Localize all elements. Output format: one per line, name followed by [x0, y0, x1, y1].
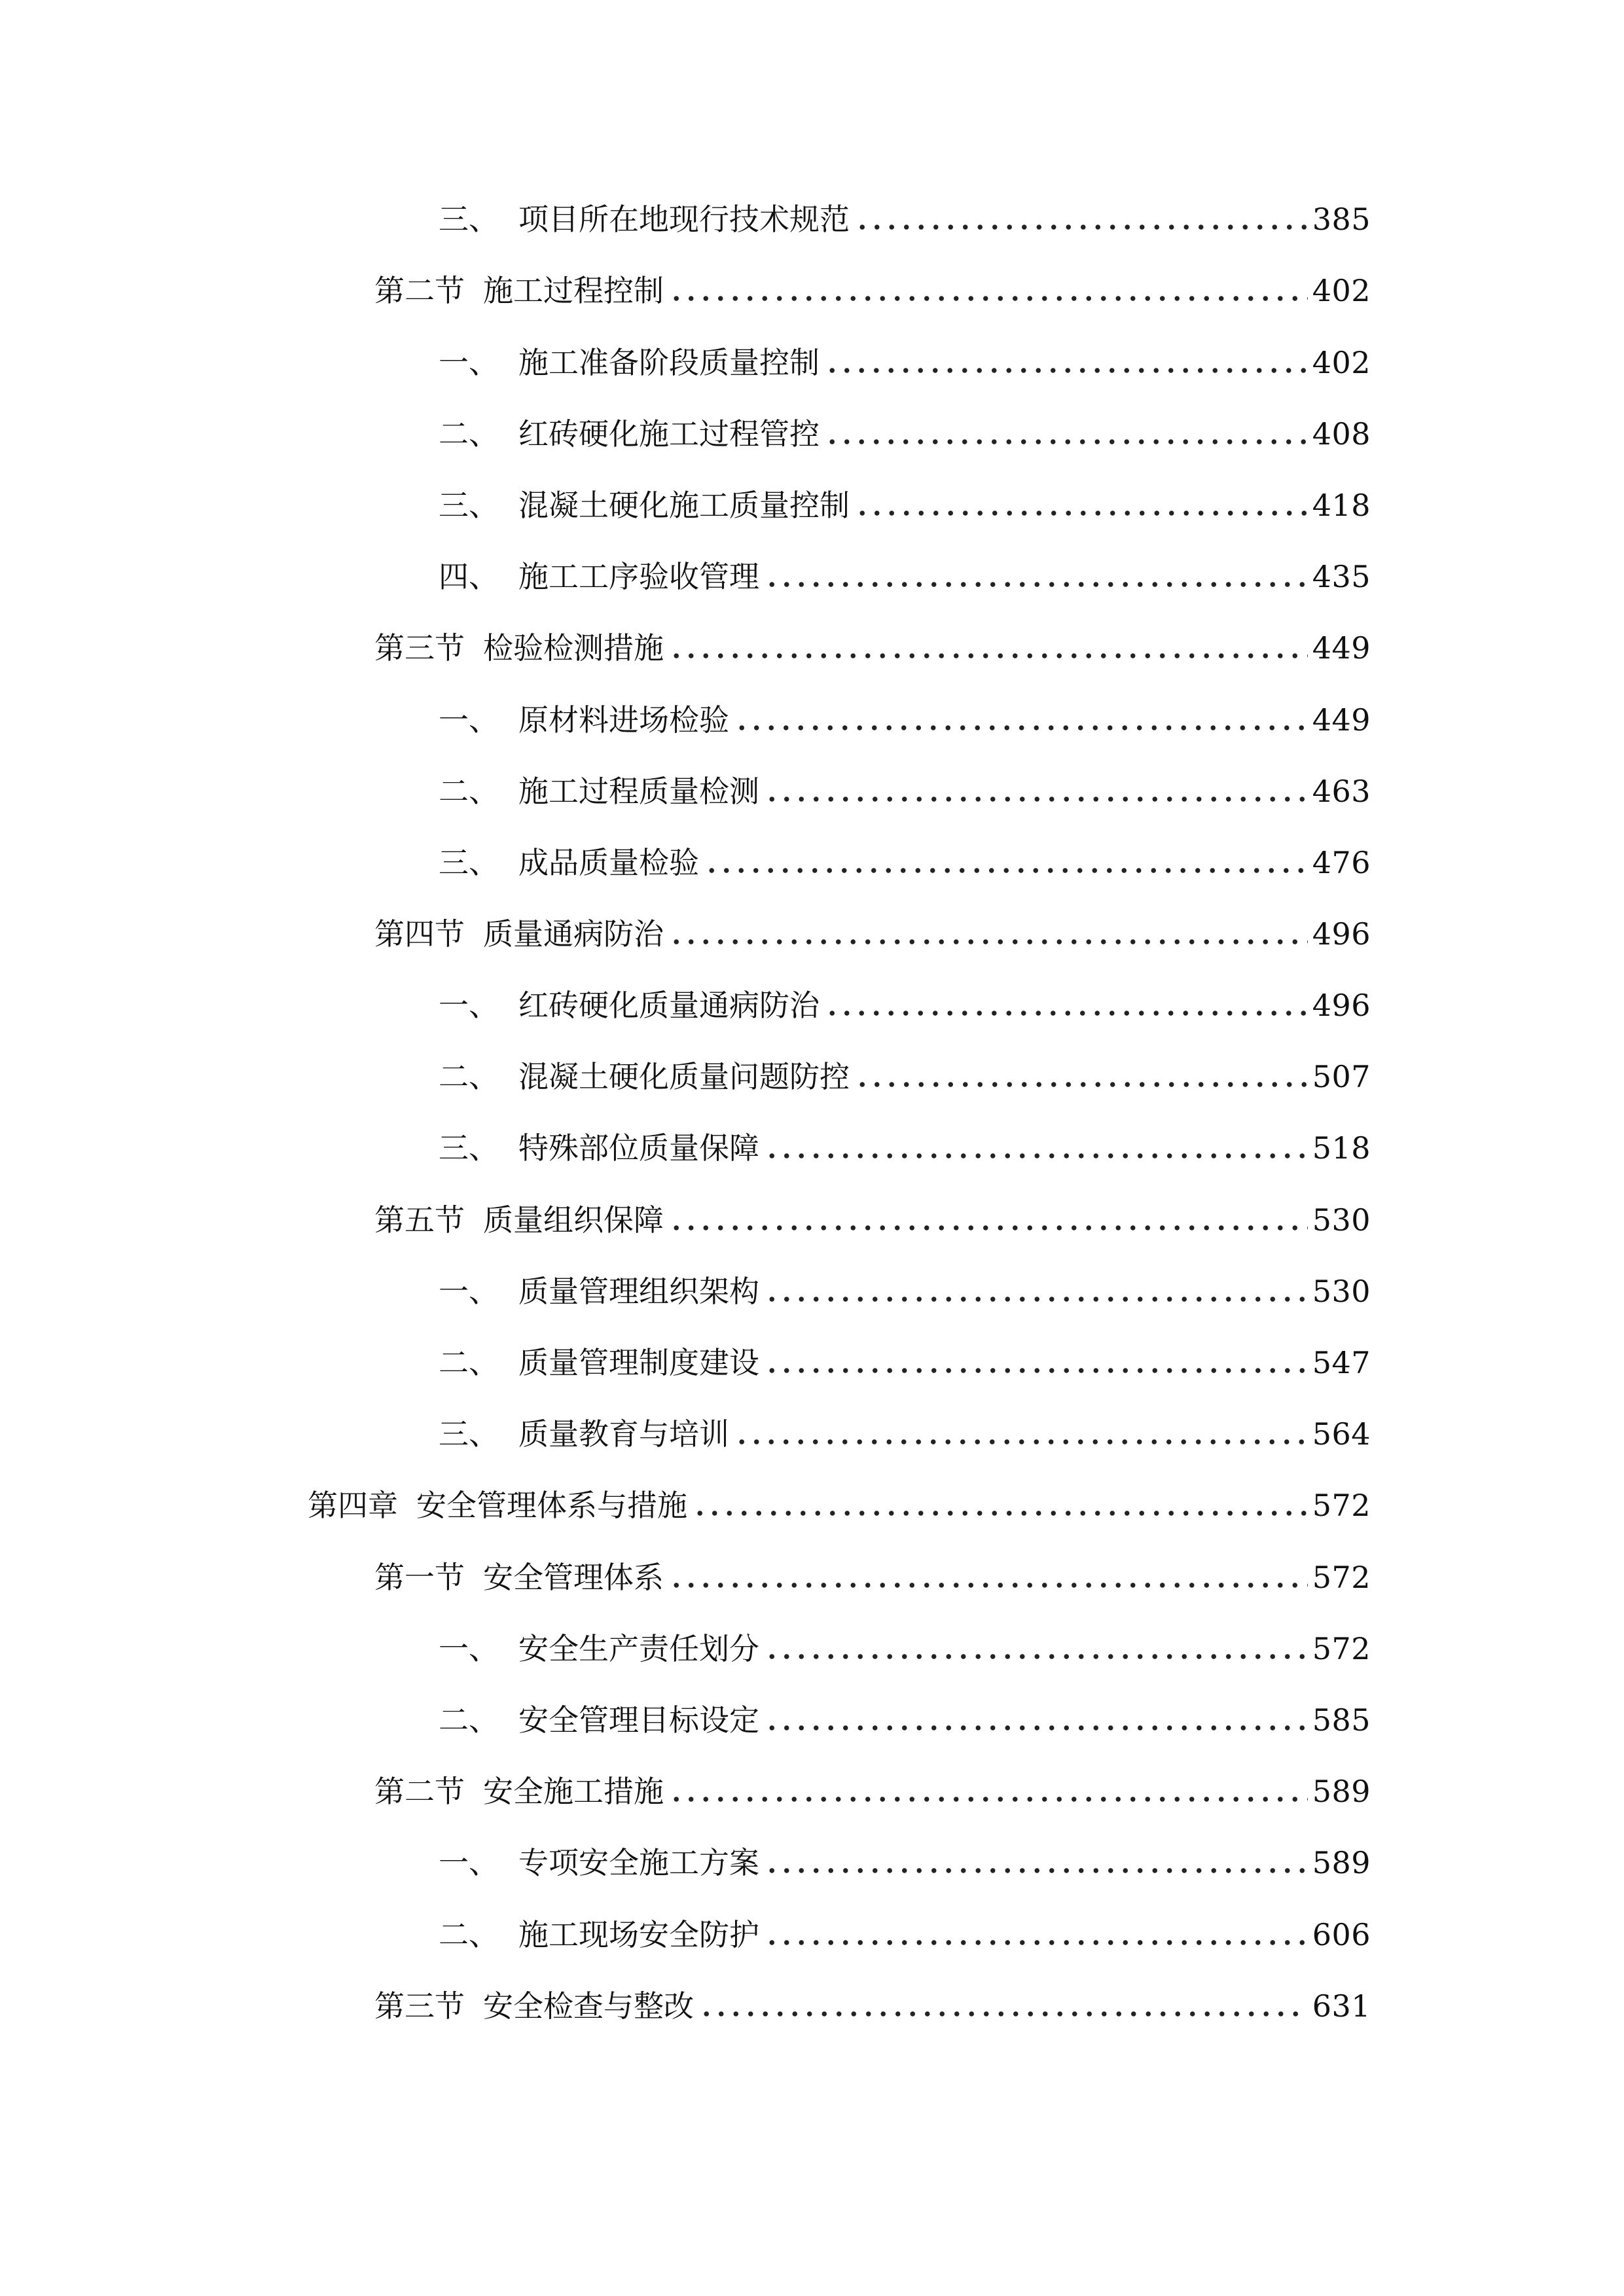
toc-entry[interactable]: [439, 1623, 1371, 1675]
toc-entry-page: 496: [1312, 916, 1371, 952]
toc-entry-number: 第一节: [374, 1560, 465, 1595]
toc-entry-label: [308, 1479, 687, 1532]
toc-entry-number: 二、: [439, 774, 499, 809]
toc-entry-label: [439, 193, 850, 245]
toc-entry[interactable]: [308, 1479, 1371, 1532]
toc-entry-page: 631: [1312, 1988, 1371, 2024]
toc-entry-label: [374, 1551, 664, 1604]
toc-entry-title: 成品质量检验: [518, 845, 699, 880]
toc-entry-number: 第五节: [374, 1202, 465, 1238]
toc-entry-page: 402: [1312, 345, 1371, 380]
dot-leader: [765, 1122, 1308, 1174]
dot-leader: [669, 908, 1308, 960]
toc-entry[interactable]: [374, 1194, 1371, 1246]
dot-leader: [765, 1694, 1308, 1746]
toc-entry-title: 质量管理组织架构: [518, 1274, 759, 1309]
toc-entry-number: 第二节: [374, 1774, 465, 1809]
dot-leader: [699, 1980, 1308, 2032]
toc-entry-number: 二、: [439, 1345, 499, 1380]
dot-leader: [693, 1479, 1308, 1532]
toc-entry-page: 589: [1312, 1845, 1371, 1880]
toc-entry-page: 606: [1312, 1917, 1371, 1952]
toc-entry[interactable]: [439, 694, 1371, 746]
toc-entry-number: 三、: [439, 1130, 499, 1166]
dot-leader: [825, 979, 1308, 1031]
toc-entry-title: 质量教育与培训: [518, 1416, 729, 1452]
toc-entry-page: 530: [1312, 1274, 1371, 1309]
toc-entry-label: [439, 1336, 759, 1389]
toc-entry-title: 红砖硬化质量通病防治: [518, 988, 820, 1023]
toc-entry[interactable]: [439, 550, 1371, 603]
toc-entry-title: 安全管理体系: [483, 1560, 664, 1595]
dot-leader: [669, 622, 1308, 674]
toc-entry[interactable]: [374, 1980, 1371, 2032]
toc-entry-number: 三、: [439, 845, 499, 880]
toc-entry-label: [439, 1837, 759, 1889]
toc-entry[interactable]: [439, 765, 1371, 817]
dot-leader: [765, 1909, 1308, 1961]
dot-leader: [734, 1408, 1308, 1460]
toc-entry[interactable]: [439, 1408, 1371, 1460]
toc-entry-page: 449: [1312, 630, 1371, 666]
toc-entry[interactable]: [439, 1122, 1371, 1174]
toc-entry[interactable]: [439, 1909, 1371, 1961]
toc-entry[interactable]: [439, 1837, 1371, 1889]
toc-entry-label: [439, 1623, 759, 1675]
toc-entry-page: 585: [1312, 1702, 1371, 1738]
toc-entry-title: 专项安全施工方案: [518, 1845, 759, 1880]
toc-entry-title: 施工工序验收管理: [518, 559, 759, 594]
dot-leader: [669, 1194, 1308, 1246]
toc-entry-title: 施工过程质量检测: [518, 774, 759, 809]
dot-leader: [704, 836, 1308, 889]
toc-entry[interactable]: [374, 264, 1371, 317]
toc-entry-number: 二、: [439, 1917, 499, 1952]
dot-leader: [669, 1551, 1308, 1604]
toc-entry-title: 安全检查与整改: [483, 1988, 694, 2024]
toc-entry[interactable]: [439, 1336, 1371, 1389]
toc-entry-number: 四、: [439, 559, 499, 594]
toc-entry-number: 第四节: [374, 916, 465, 952]
toc-entry-title: 质量通病防治: [483, 916, 664, 952]
toc-entry-number: 一、: [439, 1845, 499, 1880]
toc-entry[interactable]: [439, 1694, 1371, 1746]
dot-leader: [825, 408, 1308, 460]
toc-entry[interactable]: [439, 1265, 1371, 1318]
toc-entry-number: 第三节: [374, 1988, 465, 2024]
toc-entry-title: 质量组织保障: [483, 1202, 664, 1238]
toc-entry-number: 二、: [439, 1059, 499, 1094]
toc-entry-page: 476: [1312, 845, 1371, 880]
toc-entry[interactable]: [374, 1551, 1371, 1604]
toc-entry[interactable]: [439, 336, 1371, 389]
toc-entry-page: 564: [1312, 1416, 1371, 1452]
toc-entry-page: 496: [1312, 988, 1371, 1023]
toc-entry-title: 质量管理制度建设: [518, 1345, 759, 1380]
toc-entry-page: 408: [1312, 416, 1371, 452]
dot-leader: [825, 336, 1308, 389]
dot-leader: [734, 694, 1308, 746]
toc-entry-page: 589: [1312, 1774, 1371, 1809]
dot-leader: [669, 1765, 1308, 1818]
toc-entry-number: 三、: [439, 202, 499, 237]
toc-entry-label: [439, 1050, 850, 1103]
toc-entry-label: [439, 765, 759, 817]
toc-entry-title: 安全管理体系与措施: [416, 1488, 687, 1523]
toc-entry-title: 原材料进场检验: [518, 702, 729, 738]
toc-entry-page: 435: [1312, 559, 1371, 594]
toc-entry-number: 第四章: [308, 1488, 398, 1523]
dot-leader: [765, 1623, 1308, 1675]
toc-entry-number: 一、: [439, 988, 499, 1023]
toc-entry-page: 518: [1312, 1130, 1371, 1166]
toc-entry-label: [374, 622, 664, 674]
toc-entry-label: [439, 1408, 729, 1460]
dot-leader: [855, 1050, 1308, 1103]
toc-entry-page: 530: [1312, 1202, 1371, 1238]
toc-entry-label: [439, 1122, 759, 1174]
toc-entry-number: 二、: [439, 1702, 499, 1738]
toc-entry-number: 三、: [439, 488, 499, 523]
toc-entry-label: [439, 408, 820, 460]
toc-entry[interactable]: [374, 908, 1371, 960]
toc-entry-title: 检验检测措施: [483, 630, 664, 666]
toc-entry-label: [439, 336, 820, 389]
toc-entry-page: 449: [1312, 702, 1371, 738]
toc-entry-page: 572: [1312, 1631, 1371, 1666]
toc-entry-label: [374, 908, 664, 960]
toc-entry-label: [439, 479, 850, 531]
toc-entry-page: 507: [1312, 1059, 1371, 1094]
toc-entry-label: [439, 550, 759, 603]
dot-leader: [669, 264, 1308, 317]
toc-entry-title: 项目所在地现行技术规范: [518, 202, 850, 237]
toc-entry[interactable]: [374, 1765, 1371, 1818]
toc-entry[interactable]: [439, 1050, 1371, 1103]
toc-entry-page: 463: [1312, 774, 1371, 809]
toc-entry-title: 特殊部位质量保障: [518, 1130, 759, 1166]
toc-entry-number: 一、: [439, 702, 499, 738]
toc-entry-title: 施工过程控制: [483, 273, 664, 308]
toc-entry-label: [374, 1765, 664, 1818]
toc-entry-title: 安全施工措施: [483, 1774, 664, 1809]
toc-entry-title: 安全管理目标设定: [518, 1702, 759, 1738]
toc-entry[interactable]: [439, 193, 1371, 245]
toc-entry-number: 第三节: [374, 630, 465, 666]
toc-entry-label: [374, 264, 664, 317]
dot-leader: [765, 1265, 1308, 1318]
dot-leader: [765, 765, 1308, 817]
toc-entry-label: [439, 979, 820, 1031]
dot-leader: [855, 193, 1308, 245]
toc-entry-page: 385: [1312, 202, 1371, 237]
toc-entry-title: 混凝土硬化质量问题防控: [518, 1059, 850, 1094]
toc-entry-page: 572: [1312, 1560, 1371, 1595]
toc-entry-title: 施工准备阶段质量控制: [518, 345, 820, 380]
toc-entry-label: [439, 1265, 759, 1318]
toc-entry-number: 一、: [439, 1274, 499, 1309]
dot-leader: [855, 479, 1308, 531]
dot-leader: [765, 1336, 1308, 1389]
toc-entry-label: [374, 1980, 694, 2032]
toc-entry-label: [374, 1194, 664, 1246]
toc-entry[interactable]: [439, 408, 1371, 460]
toc-entry-label: [439, 694, 729, 746]
toc-entry-number: 二、: [439, 416, 499, 452]
toc-entry-title: 安全生产责任划分: [518, 1631, 759, 1666]
toc-entry[interactable]: [439, 979, 1371, 1031]
toc-entry-label: [439, 836, 699, 889]
toc-entry[interactable]: [439, 479, 1371, 531]
dot-leader: [765, 550, 1308, 603]
toc-entry-title: 施工现场安全防护: [518, 1917, 759, 1952]
toc-entry-page: 572: [1312, 1488, 1371, 1523]
toc-entry[interactable]: [439, 836, 1371, 889]
toc-entry[interactable]: [374, 622, 1371, 674]
toc-entry-number: 三、: [439, 1416, 499, 1452]
toc-entry-page: 547: [1312, 1345, 1371, 1380]
toc-entry-label: [439, 1909, 759, 1961]
toc-entry-page: 418: [1312, 488, 1371, 523]
toc-entry-number: 一、: [439, 1631, 499, 1666]
toc-entry-number: 一、: [439, 345, 499, 380]
toc-entry-page: 402: [1312, 273, 1371, 308]
toc-entry-number: 第二节: [374, 273, 465, 308]
toc-entry-title: 红砖硬化施工过程管控: [518, 416, 820, 452]
dot-leader: [765, 1837, 1308, 1889]
toc-entry-title: 混凝土硬化施工质量控制: [518, 488, 850, 523]
toc-entry-label: [439, 1694, 759, 1746]
